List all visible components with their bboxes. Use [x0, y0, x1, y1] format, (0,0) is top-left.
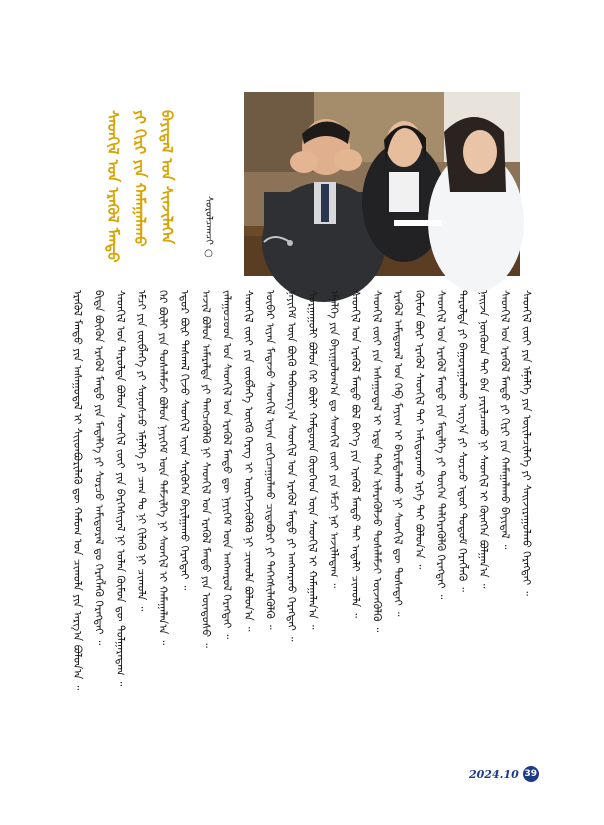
- article-title: [105, 110, 187, 310]
- page-footer: [469, 766, 539, 782]
- text-column: ᠡᠮᠴᠢ ᠶᠢᠨ ᠵᠥᠪᠯᠡᠭᠡ ᠶᠢ ᠰᠣᠨᠣᠰᠴᠤ ᠡᠮᠨᠡᠯᠭᠡ ᠶᠢ ᠴᠠᠭ ᠲᠤ ᠨᠢ ᠬᠢᠯᠡᠬᠦ ᠨᠢ ᠴᠢᠬᠤᠯᠠ ᠃: [135, 290, 149, 612]
- article-photo: [244, 92, 520, 276]
- doctor-consultation-illustration: [244, 92, 520, 276]
- text-column: ᠡᠮᠨᠡᠯᠭᠡ ᠶᠢᠨ ᠪᠠᠶᠢᠭᠤᠯᠤᠭ᠎ᠠ ᠳᠤ ᠰᠡᠳᠬᠢᠯ ᠵᠦᠢ ᠶᠢᠨ ᠡᠮᠴᠢ ᠨᠠᠷ ᠠᠵᠢᠯᠯᠠᠳᠠᠭ ᠃: [327, 290, 341, 589]
- text-column: ᠡᠳᠦᠷ ᠪᠦᠷ ᠳᠠᠰᠬᠠᠯ ᠬᠢᠵᠦ ᠰᠡᠳᠬᠢᠯ ᠢᠶᠡᠨ ᠰᠡᠷᠭᠦᠭᠡᠨ ᠪᠠᠶᠢᠯᠭᠠᠬᠤ ᠬᠡᠷᠡᠭᠲᠡᠢ ᠃: [177, 290, 191, 591]
- text-column: ᠰᠡᠳᠬᠢᠯ ᠤᠨ ᠡᠷᠡᠭᠦᠯ ᠮᠡᠨᠳᠦ ᠶᠢ ᠬᠢᠷᠢ ᠶᠢᠨ ᠬᠠᠮᠠᠭᠠᠯᠠᠬᠤ ᠪᠠᠶᠢᠳᠠᠯ ᠃: [498, 290, 512, 550]
- title-line: ᠪᠠᠶᠢᠳᠠᠯ ᠤᠨ ᠰᠢᠨᠵᠢᠯᠡᠭᠡᠨ: [158, 110, 176, 244]
- issue-date: 2024.10: [469, 767, 519, 781]
- title-line: ᠰᠡᠳᠬᠢᠯ ᠤᠨ ᠡᠷᠡᠭᠦᠯ ᠮᠡᠨᠳᠦ: [104, 110, 122, 263]
- page-number: 39: [523, 766, 539, 782]
- text-column: ᠰᠡᠳᠬᠢᠯ ᠵᠦᠢ ᠶᠢᠨ ᠡᠮᠨᠡᠯᠭᠡ ᠶᠢᠨ ᠦᠢᠯᠡᠴᠢᠯᠡᠭᠡ ᠶᠢ ᠰᠠᠢᠵᠢᠷᠠᠭᠤᠯᠬᠤ ᠬᠡᠷᠡᠭᠲᠡᠢ ᠃: [519, 290, 533, 596]
- text-column: ᠬᠦᠮᠦᠨ ᠪᠦᠷ ᠡᠷᠡᠭᠦᠯ ᠰᠡᠳᠬᠢᠯ ᠲᠡᠢ ᠠᠮᠢᠳᠤᠷᠠᠬᠤ ᠡᠷᠬᠡ ᠲᠡᠢ ᠪᠤᠯᠤᠨ᠎ᠠ ᠃: [413, 290, 426, 570]
- text-column: ᠡᠷᠡᠭᠦᠯ ᠮᠡᠨᠳᠦ ᠶᠢᠨ ᠠᠰᠠᠭᠤᠳᠠᠯ ᠢ ᠰᠢᠢᠳᠪᠦᠷᠢᠯᠡᠬᠦ ᠳᠦ ᠬᠠᠮᠤᠭ ᠤᠨ ᠴᠢᠬᠤᠯᠠ ᠶᠢᠨ ᠠᠷᠭ᠎ᠠ ᠪᠤᠯᠤᠨ᠎ᠠ ᠃: [71, 290, 84, 691]
- text-column: ᠰᠡᠳᠬᠢᠯ ᠤᠨ ᠡᠷᠡᠭᠦᠯ ᠮᠡᠨᠳᠦ ᠶᠢᠨ ᠮᠡᠳᠡᠯᠭᠡ ᠶᠢ ᠲᠦᠭᠡᠨ ᠳᠡᠯᠭᠡᠷᠡᠭᠦᠯᠬᠦ ᠬᠡᠷᠡᠭᠲᠡᠢ ᠃: [434, 290, 448, 600]
- text-column: ᠡᠷᠡᠭᠦᠯ ᠠᠮᠢᠳᠤᠷᠠᠯ ᠤᠨ ᠬᠡᠪ ᠮᠠᠶᠢᠭ ᠢ ᠪᠠᠷᠢᠮᠲᠠᠯᠠᠬᠤ ᠨᠢ ᠰᠡᠳᠬᠢᠯ ᠳᠦ ᠲᠤᠰᠠᠲᠠᠢ ᠃: [391, 290, 405, 617]
- text-column: ᠠᠵᠢᠯ ᠪᠤᠯᠤᠨ ᠠᠮᠠᠷᠠᠯᠲᠠ ᠶᠢ ᠲᠡᠩᠴᠡᠭᠦᠯᠬᠦ ᠨᠢ ᠰᠡᠳᠬᠢᠯ ᠤᠨ ᠡᠷᠡᠭᠦᠯ ᠮᠡᠨᠳᠦ ᠶᠢᠨ ᠦᠨᠳᠦᠰᠦ ᠃: [199, 290, 213, 648]
- text-column: ᠳᠠᠷᠤᠯᠲᠠ ᠶᠢ ᠪᠠᠭᠤᠷᠠᠭᠤᠯᠬᠤ ᠠᠷᠭ᠎ᠠ ᠶᠢ ᠰᠤᠷᠴᠤ ᠡᠳᠦᠷ ᠲᠤᠲᠤᠮ ᠬᠡᠷᠡᠭᠯᠡᠬᠦ ᠃: [455, 290, 469, 592]
- text-column: ᠵᠠᠯᠠᠭᠤᠴᠤᠳ ᠤᠨ ᠰᠡᠳᠬᠢᠯ ᠤᠨ ᠡᠷᠡᠭᠦᠯ ᠮᠡᠨᠳᠦ ᠳᠦ ᠨᠡᠶᠢᠭᠡᠮ ᠦᠨ ᠠᠩᠬᠠᠷᠤᠯ ᠬᠡᠷᠡᠭᠲᠡᠢ ᠃: [220, 290, 234, 639]
- text-column: ᠰᠡᠳᠬᠢᠯ ᠵᠦᠢ ᠶᠢᠨ ᠵᠥᠪᠯᠡᠭᠡ ᠦᠭᠬᠦ ᠬᠡᠷᠡᠭ ᠢ ᠥᠷᠭᠡᠵᠢᠭᠦᠯᠬᠦ ᠨᠢ ᠴᠢᠬᠤᠯᠠ ᠪᠤᠯᠤᠨ᠎ᠠ ᠃: [242, 290, 255, 632]
- text-column: ᠰᠡᠳᠬᠢᠯ ᠤᠨ ᠳᠠᠷᠤᠯᠲᠠ ᠪᠤᠯᠤᠨ ᠰᠡᠳᠬᠢᠯ ᠵᠦᠢ ᠶᠢᠨ ᠪᠡᠷᠬᠡᠰᠢᠶᠡᠯ ᠨᠢ ᠣᠯᠠᠨ ᠬᠦᠮᠦᠨ ᠳᠦ ᠲᠤᠯᠭᠠᠷᠠᠳᠠᠭ ᠃: [113, 290, 127, 687]
- text-column: ᠰᠡᠳᠬᠢᠯ ᠵᠦᠢ ᠶᠢᠨ ᠠᠰᠠᠭᠤᠳᠠᠯ ᠢ ᠡᠷᠲᠡ ᠳᠡᠭᠡᠨ ᠢᠯᠡᠷᠡᠭᠦᠯᠵᠦ ᠲᠤᠰᠠᠯᠠᠮᠵᠢ ᠦᠵᠡᠭᠦᠯᠬᠦ ᠃: [370, 290, 384, 633]
- text-column: ᠨᠠᠢᠵᠠ ᠨᠥᠬᠥᠳ ᠲᠡᠢ ᠪᠠᠨ ᠶᠠᠷᠢᠯᠴᠠᠬᠤ ᠨᠢ ᠰᠡᠳᠬᠢᠯ ᠢ ᠬᠥᠩᠭᠡᠨ ᠪᠣᠯᠭᠠᠨ᠎ᠠ ᠃: [477, 290, 491, 589]
- text-column: ᠪᠢᠳᠡ ᠪᠦᠬᠦᠨ ᠡᠷᠡᠭᠦᠯ ᠮᠡᠨᠳᠦ ᠶᠢᠨ ᠮᠡᠳᠡᠯᠭᠡ ᠶᠢ ᠰᠤᠷᠴᠤ ᠠᠮᠢᠳᠤᠷᠠᠯ ᠳᠤ ᠬᠡᠷᠡᠭᠯᠡᠬᠦ ᠬᠡᠷᠡᠭᠲᠡᠢ ᠃: [92, 290, 106, 646]
- text-column: ᠰᠡᠳᠬᠢᠯ ᠤᠨ ᠡᠷᠡᠭᠦᠯ ᠮᠡᠨᠳᠦ ᠪᠤᠯ ᠪᠡᠶ᠎ᠡ ᠶᠢᠨ ᠡᠷᠡᠭᠦᠯ ᠮᠡᠨᠳᠦ ᠲᠡᠢ ᠠᠳᠠᠯᠢ ᠴᠢᠬᠤᠯᠠ ᠃: [348, 290, 362, 618]
- text-column: ᠨᠡᠶᠢᠭᠡᠮ ᠦᠨ ᠪᠦᠬᠦ ᠳᠠᠪᠬᠤᠷᠭ᠎ᠠ ᠰᠡᠳᠬᠢᠯ ᠤᠨ ᠡᠷᠡᠭᠦᠯ ᠮᠡᠨᠳᠦ ᠶᠢ ᠠᠩᠬᠠᠷᠬᠤ ᠬᠡᠷᠡᠭᠲᠡᠢ ᠃: [284, 290, 298, 642]
- article-body: [72, 290, 532, 765]
- article-author: ᠰᠤᠷᠤᠯᠴᠠᠭᠴᠢ ○: [203, 196, 214, 260]
- text-column: ᠥᠪᠡᠷ ᠢᠶᠡᠨ ᠮᠡᠳᠡᠵᠦ ᠰᠡᠳᠬᠢᠯ ᠢᠶᠡᠨ ᠵᠣᠬᠢᠴᠠᠭᠤᠯᠬᠤ ᠴᠢᠳᠠᠪᠤᠷᠢ ᠶᠢ ᠳᠡᠭᠡᠭᠰᠢᠯᠡᠭᠦᠯᠬᠦ ᠃: [263, 290, 277, 630]
- text-column: ᠰᠤᠷᠭᠠᠭᠤᠯᠢ ᠪᠤᠯᠤᠨ ᠭᠡᠷ ᠪᠦᠯᠢ ᠬᠠᠮᠲᠤᠷᠠᠨ ᠬᠦᠦᠬᠡᠳ ᠦᠨ ᠰᠡᠳᠬᠢᠯ ᠢ ᠬᠠᠮᠠᠭᠠᠯᠠᠨ᠎ᠠ ᠃: [306, 290, 320, 630]
- title-line: ᠶᠢ ᠬᠢᠷᠢ ᠶᠢᠨ ᠬᠠᠮᠠᠭᠠᠯᠠᠬᠤ: [131, 110, 149, 247]
- text-column: ᠭᠡᠷ ᠪᠦᠯᠢ ᠶᠢᠨ ᠲᠤᠰᠠᠯᠠᠮᠵᠢ ᠪᠤᠯᠤᠨ ᠨᠡᠶᠢᠭᠡᠮ ᠦᠨ ᠳᠡᠮᠵᠢᠯᠭᠡ ᠨᠢ ᠰᠡᠳᠬᠢᠯ ᠢ ᠬᠠᠮᠠᠭᠠᠯᠠᠨ᠎ᠠ ᠃: [156, 290, 170, 646]
